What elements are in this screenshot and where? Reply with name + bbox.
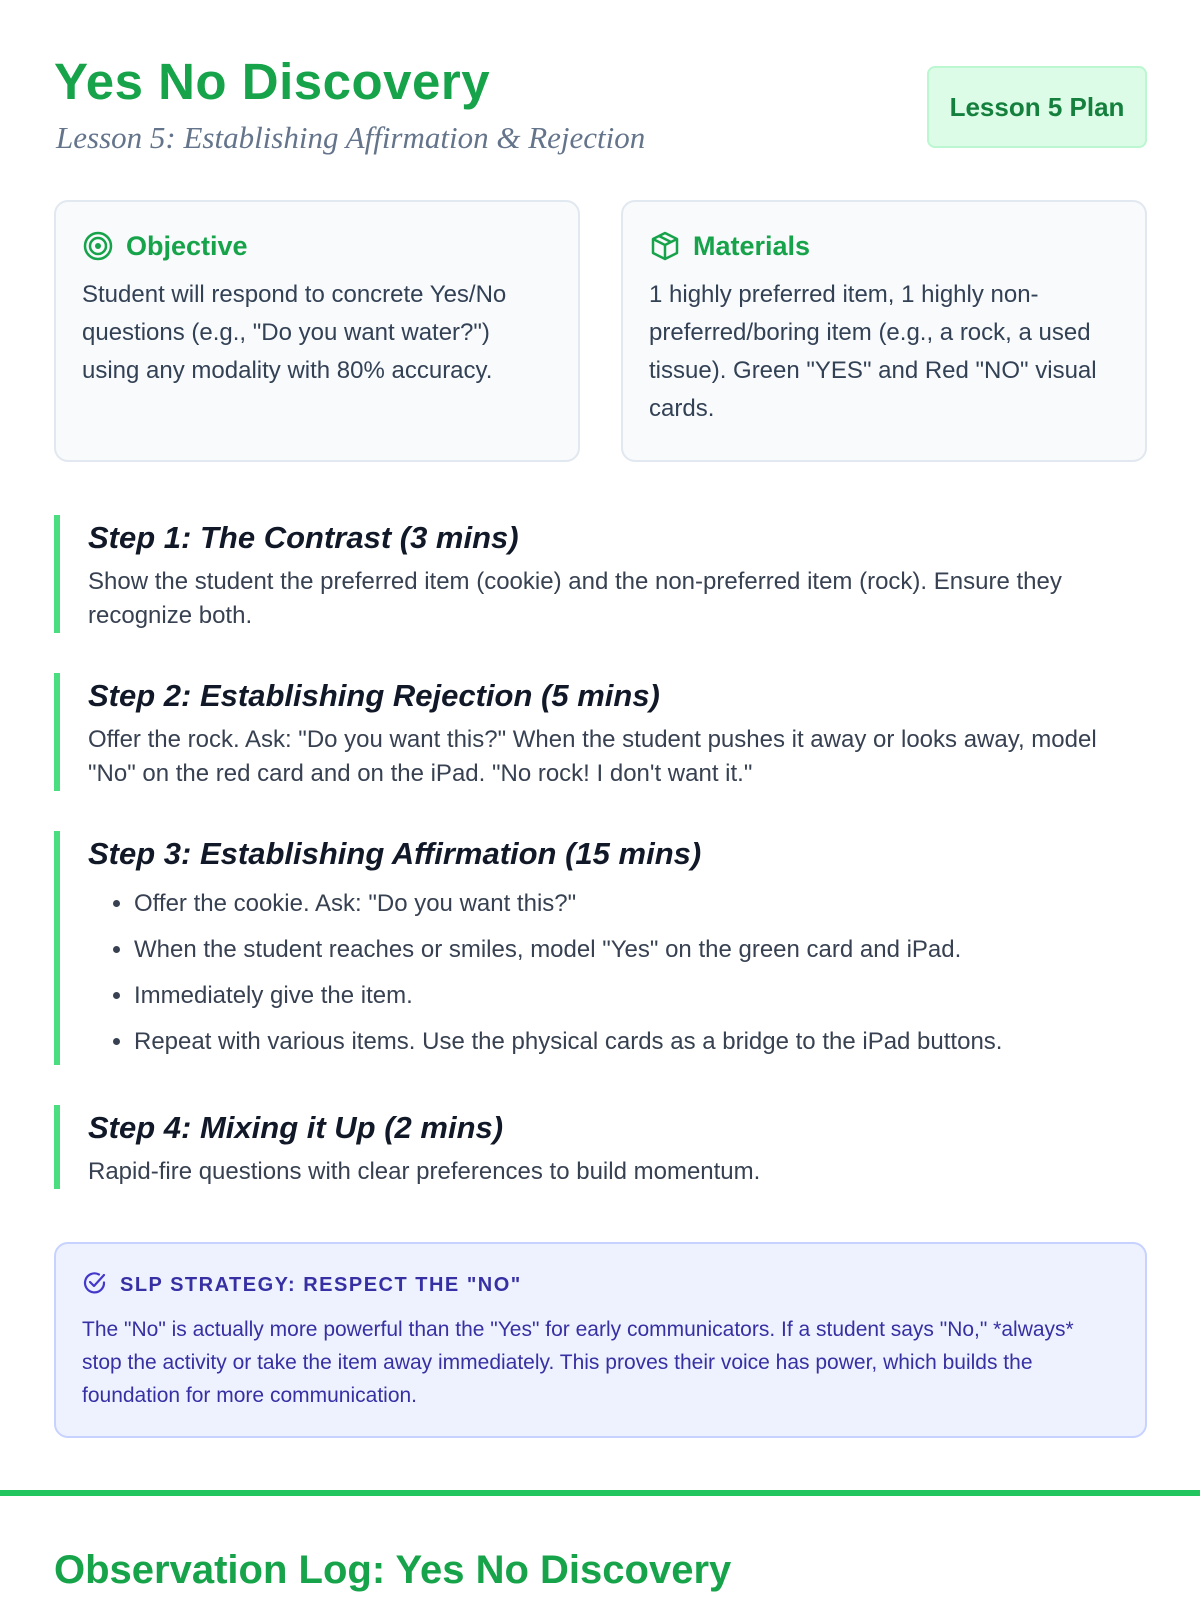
strategy-text: The "No" is actually more powerful than the "Yes" for early communicators. If a student says "No," *always* stop the activity or take the item away immediately. This proves their voice has power, which builds the foundation for more communication. [82, 1318, 1074, 1407]
box-icon [649, 230, 681, 262]
materials-card [621, 200, 1147, 462]
objective-text: Student will respond to concrete Yes/No questions (e.g., "Do you want water?") using any modality with 80% accuracy. [82, 281, 507, 384]
section-divider [0, 1490, 1200, 1496]
list-item: • Offer the cookie. Ask: "Do you want this?" [134, 881, 1147, 927]
slp-strategy-box [54, 1242, 1147, 1438]
step-3-bullets [88, 881, 1147, 1065]
info-cards [54, 200, 1147, 462]
materials-text: 1 highly preferred item, 1 highly non-preferred/boring item (e.g., a rock, a used tissue). Green "YES" and Red "NO" visual cards. [649, 281, 1097, 422]
materials-title: Materials [693, 230, 811, 261]
target-icon [82, 230, 114, 262]
objective-card [54, 200, 580, 462]
step-4 [54, 1105, 1147, 1189]
strategy-title: SLP STRATEGY: RESPECT THE "NO" [120, 1274, 522, 1296]
list-item: • When the student reaches or smiles, model "Yes" on the green card and iPad. [134, 927, 1147, 973]
step-1 [54, 515, 1147, 633]
objective-title: Objective [126, 230, 248, 261]
lesson-plan [54, 0, 1147, 1407]
materials-card-header [649, 230, 1119, 262]
step-title: Step 1: The Contrast (3 mins) [88, 520, 519, 555]
observation-log-title: Observation Log: Yes No Discovery [54, 1548, 732, 1592]
check-circle-icon [82, 1270, 108, 1301]
step-3 [54, 831, 1147, 1065]
list-item: • Repeat with various items. Use the physical cards as a bridge to the iPad buttons. [134, 1019, 1147, 1065]
header [54, 0, 1147, 200]
lesson-badge: Lesson 5 Plan [927, 66, 1147, 148]
step-title: Step 4: Mixing it Up (2 mins) [88, 1110, 504, 1145]
page-title: Yes No Discovery [54, 53, 491, 110]
step-2 [54, 673, 1147, 791]
page-subtitle: Lesson 5: Establishing Affirmation & Rejection [56, 120, 646, 155]
list-item: • Immediately give the item. [134, 973, 1147, 1019]
step-title: Step 2: Establishing Rejection (5 mins) [88, 678, 660, 713]
step-title: Step 3: Establishing Affirmation (15 mins) [88, 836, 702, 871]
step-text: Offer the rock. Ask: "Do you want this?" When the student pushes it away or looks away, model "No" on the red card and on the iPad. "No rock! I don't want it." [88, 726, 1097, 787]
step-text: Show the student the preferred item (cookie) and the non-preferred item (rock). Ensure they recognize both. [88, 568, 1062, 629]
strategy-header [82, 1270, 1119, 1301]
objective-card-header [82, 230, 552, 262]
steps-list [54, 515, 1147, 1229]
step-text: Rapid-fire questions with clear preferences to build momentum. [88, 1158, 761, 1185]
